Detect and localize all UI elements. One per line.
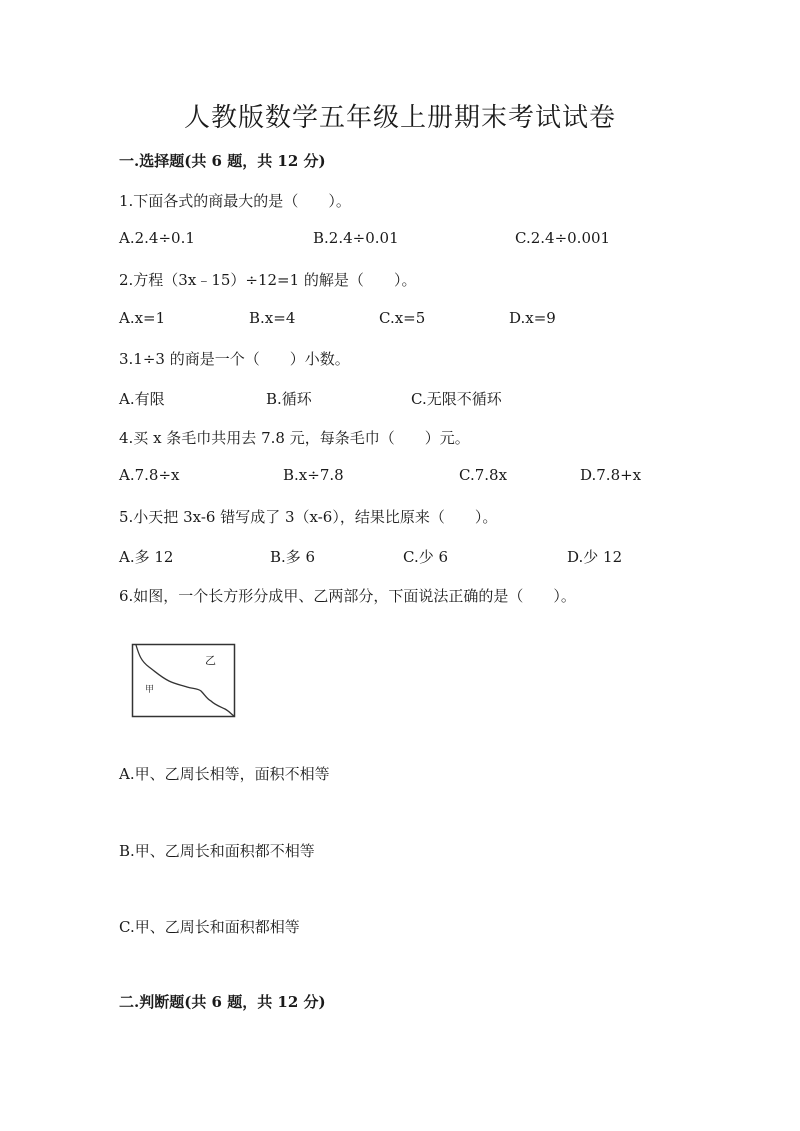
q2-option-a: A.x=1 (119, 309, 166, 327)
q2-option-b: B.x=4 (249, 309, 296, 327)
divided-rectangle-diagram (131, 643, 237, 719)
q4-option-c: C.7.8x (459, 466, 508, 484)
rectangle-figure (131, 643, 237, 723)
q4-option-b: B.x÷7.8 (283, 466, 344, 484)
q5-option-a: A.多 12 (119, 548, 174, 566)
figure-label-jia: 甲 (145, 685, 155, 695)
q2-option-d: D.x=9 (509, 309, 556, 327)
q1-option-a: A.2.4÷0.1 (119, 229, 195, 247)
section-heading-judgment: 二.判断题(共 6 题，共 12 分) (119, 993, 326, 1011)
figure-label-yi: 乙 (205, 654, 216, 667)
question-5: 5.小天把 3x-6 错写成了 3（x-6），结果比原来（ ）。 (119, 508, 498, 526)
q5-option-c: C.少 6 (403, 548, 449, 566)
page-title: 人教版数学五年级上册期末考试试卷 (183, 103, 616, 133)
q6-option-c: C.甲、乙周长和面积都相等 (119, 918, 300, 936)
q1-option-b: B.2.4÷0.01 (313, 229, 399, 247)
q3-option-a: A.有限 (119, 390, 165, 408)
question-1: 1.下面各式的商最大的是（ ）。 (119, 192, 351, 210)
question-3: 3.1÷3 的商是一个（ ）小数。 (119, 350, 350, 368)
q6-option-a: A.甲、乙周长相等，面积不相等 (119, 765, 330, 783)
q5-option-b: B.多 6 (270, 548, 316, 566)
q3-option-c: C.无限不循环 (411, 390, 502, 408)
question-6: 6.如图，一个长方形分成甲、乙两部分，下面说法正确的是（ ）。 (119, 587, 576, 605)
q6-option-b: B.甲、乙周长和面积都不相等 (119, 842, 315, 860)
question-2: 2.方程（3x﹣15）÷12=1 的解是（ ）。 (119, 271, 417, 289)
q4-option-a: A.7.8÷x (119, 466, 180, 484)
q5-option-d: D.少 12 (567, 548, 623, 566)
section-heading-choice: 一.选择题(共 6 题，共 12 分) (119, 152, 326, 170)
q1-option-c: C.2.4÷0.001 (515, 229, 611, 247)
q4-option-d: D.7.8+x (580, 466, 642, 484)
question-4: 4.买 x 条毛巾共用去 7.8 元，每条毛巾（ ）元。 (119, 429, 470, 447)
q2-option-c: C.x=5 (379, 309, 426, 327)
q3-option-b: B.循环 (266, 390, 312, 408)
